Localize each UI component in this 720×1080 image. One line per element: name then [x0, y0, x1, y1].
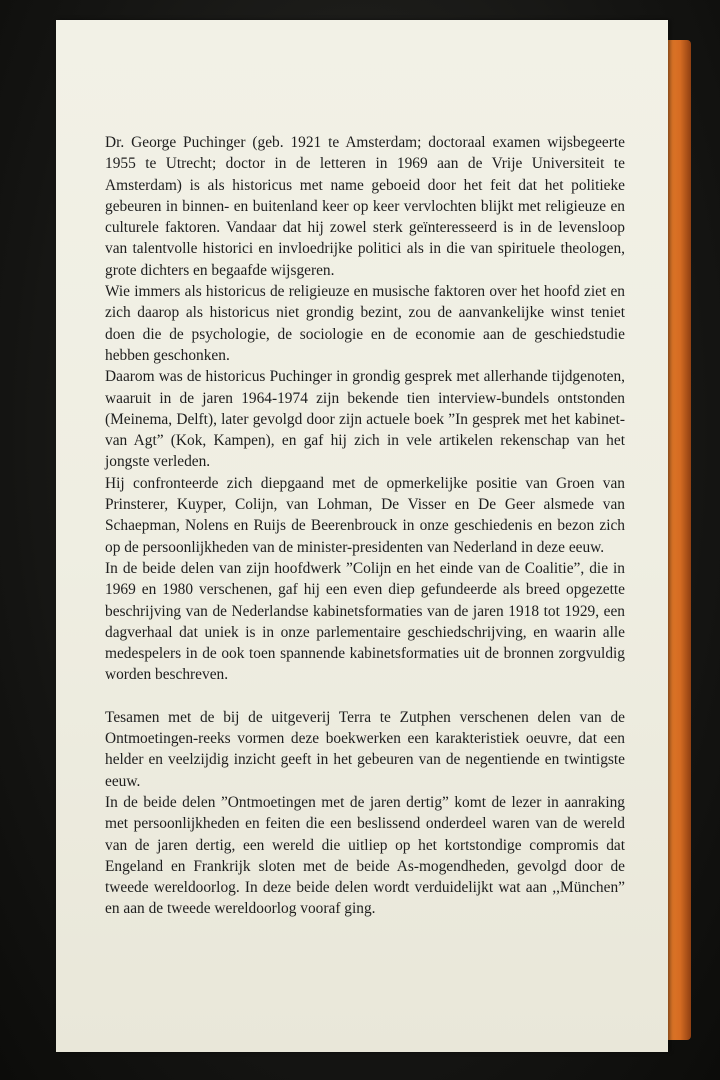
paragraph-historian-factors: Wie immers als historicus de religieuze en musische faktoren over het hoofd ziet en zich daarop als historicus niet grondig bezint, zou de aanvankelijke winst teniet doen die de psychologie, de sociologie en de economie aan de geschiedstudie hebben geschonken. [105, 283, 625, 364]
book-back-cover [56, 20, 668, 1052]
paragraph-interviews: Daarom was de historicus Puchinger in grondig gesprek met allerhande tijdgenoten, waaruit in de jaren 1964-1974 zijn bekende tien interview-bundels ontstonden (Meinema, Delft), later gevolgd door zijn actuele boek ”In gesprek met het kabinet-van Agt” (Kok, Kampen), en gaf hij zich in vele artikelen rekenschap van het jongste verleden. [105, 368, 625, 471]
paragraph-thirties: In de beide delen ”Ontmoetingen met de jaren dertig” komt de lezer in aanraking met persoonlijkheden en feiten die een beslissend onderdeel waren van de wereld van de jaren dertig, een wereld die uitliep op het kortstondige compromis dat Engeland en Frankrijk sloten met de beide As-mogendheden, gevolgd door de tweede wereldoorlog. In deze beide delen wordt verduidelijkt wat aan ,,München” en aan de tweede wereldoorlog vooraf ging. [105, 793, 625, 918]
paragraph-colijn: In de beide delen van zijn hoofdwerk ”Colijn en het einde van de Coalitie”, die in 1969 en 1980 verschenen, gaf hij een even diep gefundeerde als breed opgezette beschrijving van de Nederlandse kabinetsformaties van de jaren 1918 tot 1929, een dagverhaal dat uniek is in onze parlementaire geschiedschrijving, en waarin alle medespelers in de ook toen spannende kabinetsformaties uit de bronnen zorgvuldig worden beschreven. [105, 559, 625, 684]
paragraph-biography: Dr. George Puchinger (geb. 1921 te Amsterdam; doctoraal examen wijsbegeerte 1955 te Utrecht; doctor in de letteren in 1969 aan de Vrije Universiteit te Amsterdam) is als historicus met name geboeid door het feit dat het politieke gebeuren in binnen- en buitenland keer op keer vervlochten blijkt met religieuze en culturele faktoren. Vandaar dat hij zowel sterk geïnteresseerd is in de levensloop van talentvolle historici en invloedrijke politici als in die van spirituele theologen, grote dichters en begaafde wijsgeren. [105, 134, 625, 279]
paragraph-oeuvre: Tesamen met de bij de uitgeverij Terra te Zutphen verschenen delen van de Ontmoetingen-reeks vormen deze boekwerken een karakteristiek oeuvre, dat een helder en veelzijdig inzicht geeft in het gebeuren van de negentiende en twintigste eeuw. [105, 708, 625, 790]
blurb-text [105, 132, 625, 920]
paragraph-confrontation: Hij confronteerde zich diepgaand met de opmerkelijke positie van Groen van Prinsterer, Kuyper, Colijn, van Lohman, De Visser en De Geer alsmede van Schaepman, Nolens en Ruijs de Beerenbrouck in onze geschiedenis en bezon zich op de persoonlijkheden van de minister-presidenten van Nederland in deze eeuw. [105, 474, 625, 556]
